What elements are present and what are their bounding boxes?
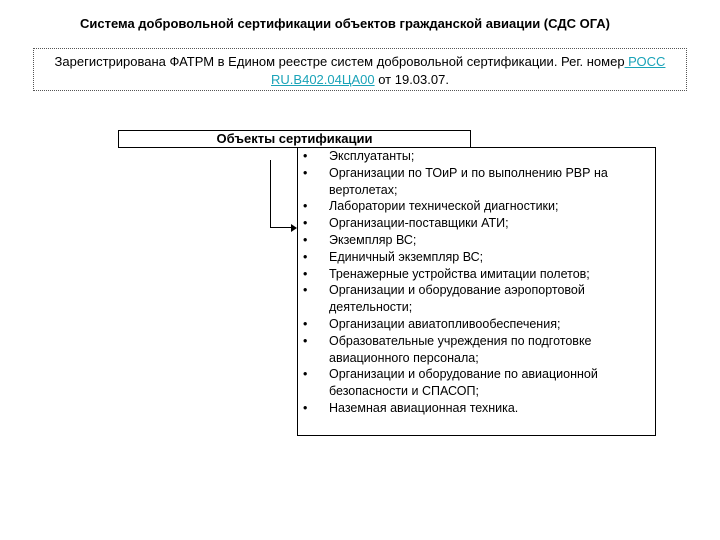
objects-list — [297, 147, 656, 436]
connector-line — [270, 160, 271, 228]
list-item: • Лаборатории технической диагностики; — [298, 198, 655, 215]
list-item: • Экземпляр ВС; — [298, 232, 655, 249]
objects-heading: Объекты сертификации — [118, 130, 471, 148]
list-item: • Образовательные учреждения по подготовке авиационного персонала; — [298, 333, 655, 367]
list-item: • Тренажерные устройства имитации полетов; — [298, 266, 655, 283]
connector-line-horizontal — [270, 227, 292, 228]
list-item: • Организации по ТОиР и по выполнению РВР на вертолетах; — [298, 165, 655, 199]
list-item: • Организации и оборудование аэропортовой деятельности; — [298, 282, 655, 316]
registration-date: от 19.03.07. — [374, 72, 449, 87]
list-item: • Наземная авиационная техника. — [298, 400, 655, 417]
list-item: • Организации-поставщики АТИ; — [298, 215, 655, 232]
list-item: • Эксплуатанты; — [298, 148, 655, 165]
list-item: • Единичный экземпляр ВС; — [298, 249, 655, 266]
page-title: Система добровольной сертификации объектов гражданской авиации (СДС ОГА) — [79, 16, 610, 31]
list-item: • Организации авиатопливообеспечения; — [298, 316, 655, 333]
registration-box — [33, 48, 687, 91]
registration-number-link[interactable]: РОСС RU.В402.04ЦА00 — [271, 54, 666, 87]
registration-text: Зарегистрирована ФАТРМ в Едином реестре систем добровольной сертификации. Рег. номер — [54, 54, 625, 69]
list-item: • Организации и оборудование по авиационной безопасности и СПАСОП; — [298, 366, 655, 400]
